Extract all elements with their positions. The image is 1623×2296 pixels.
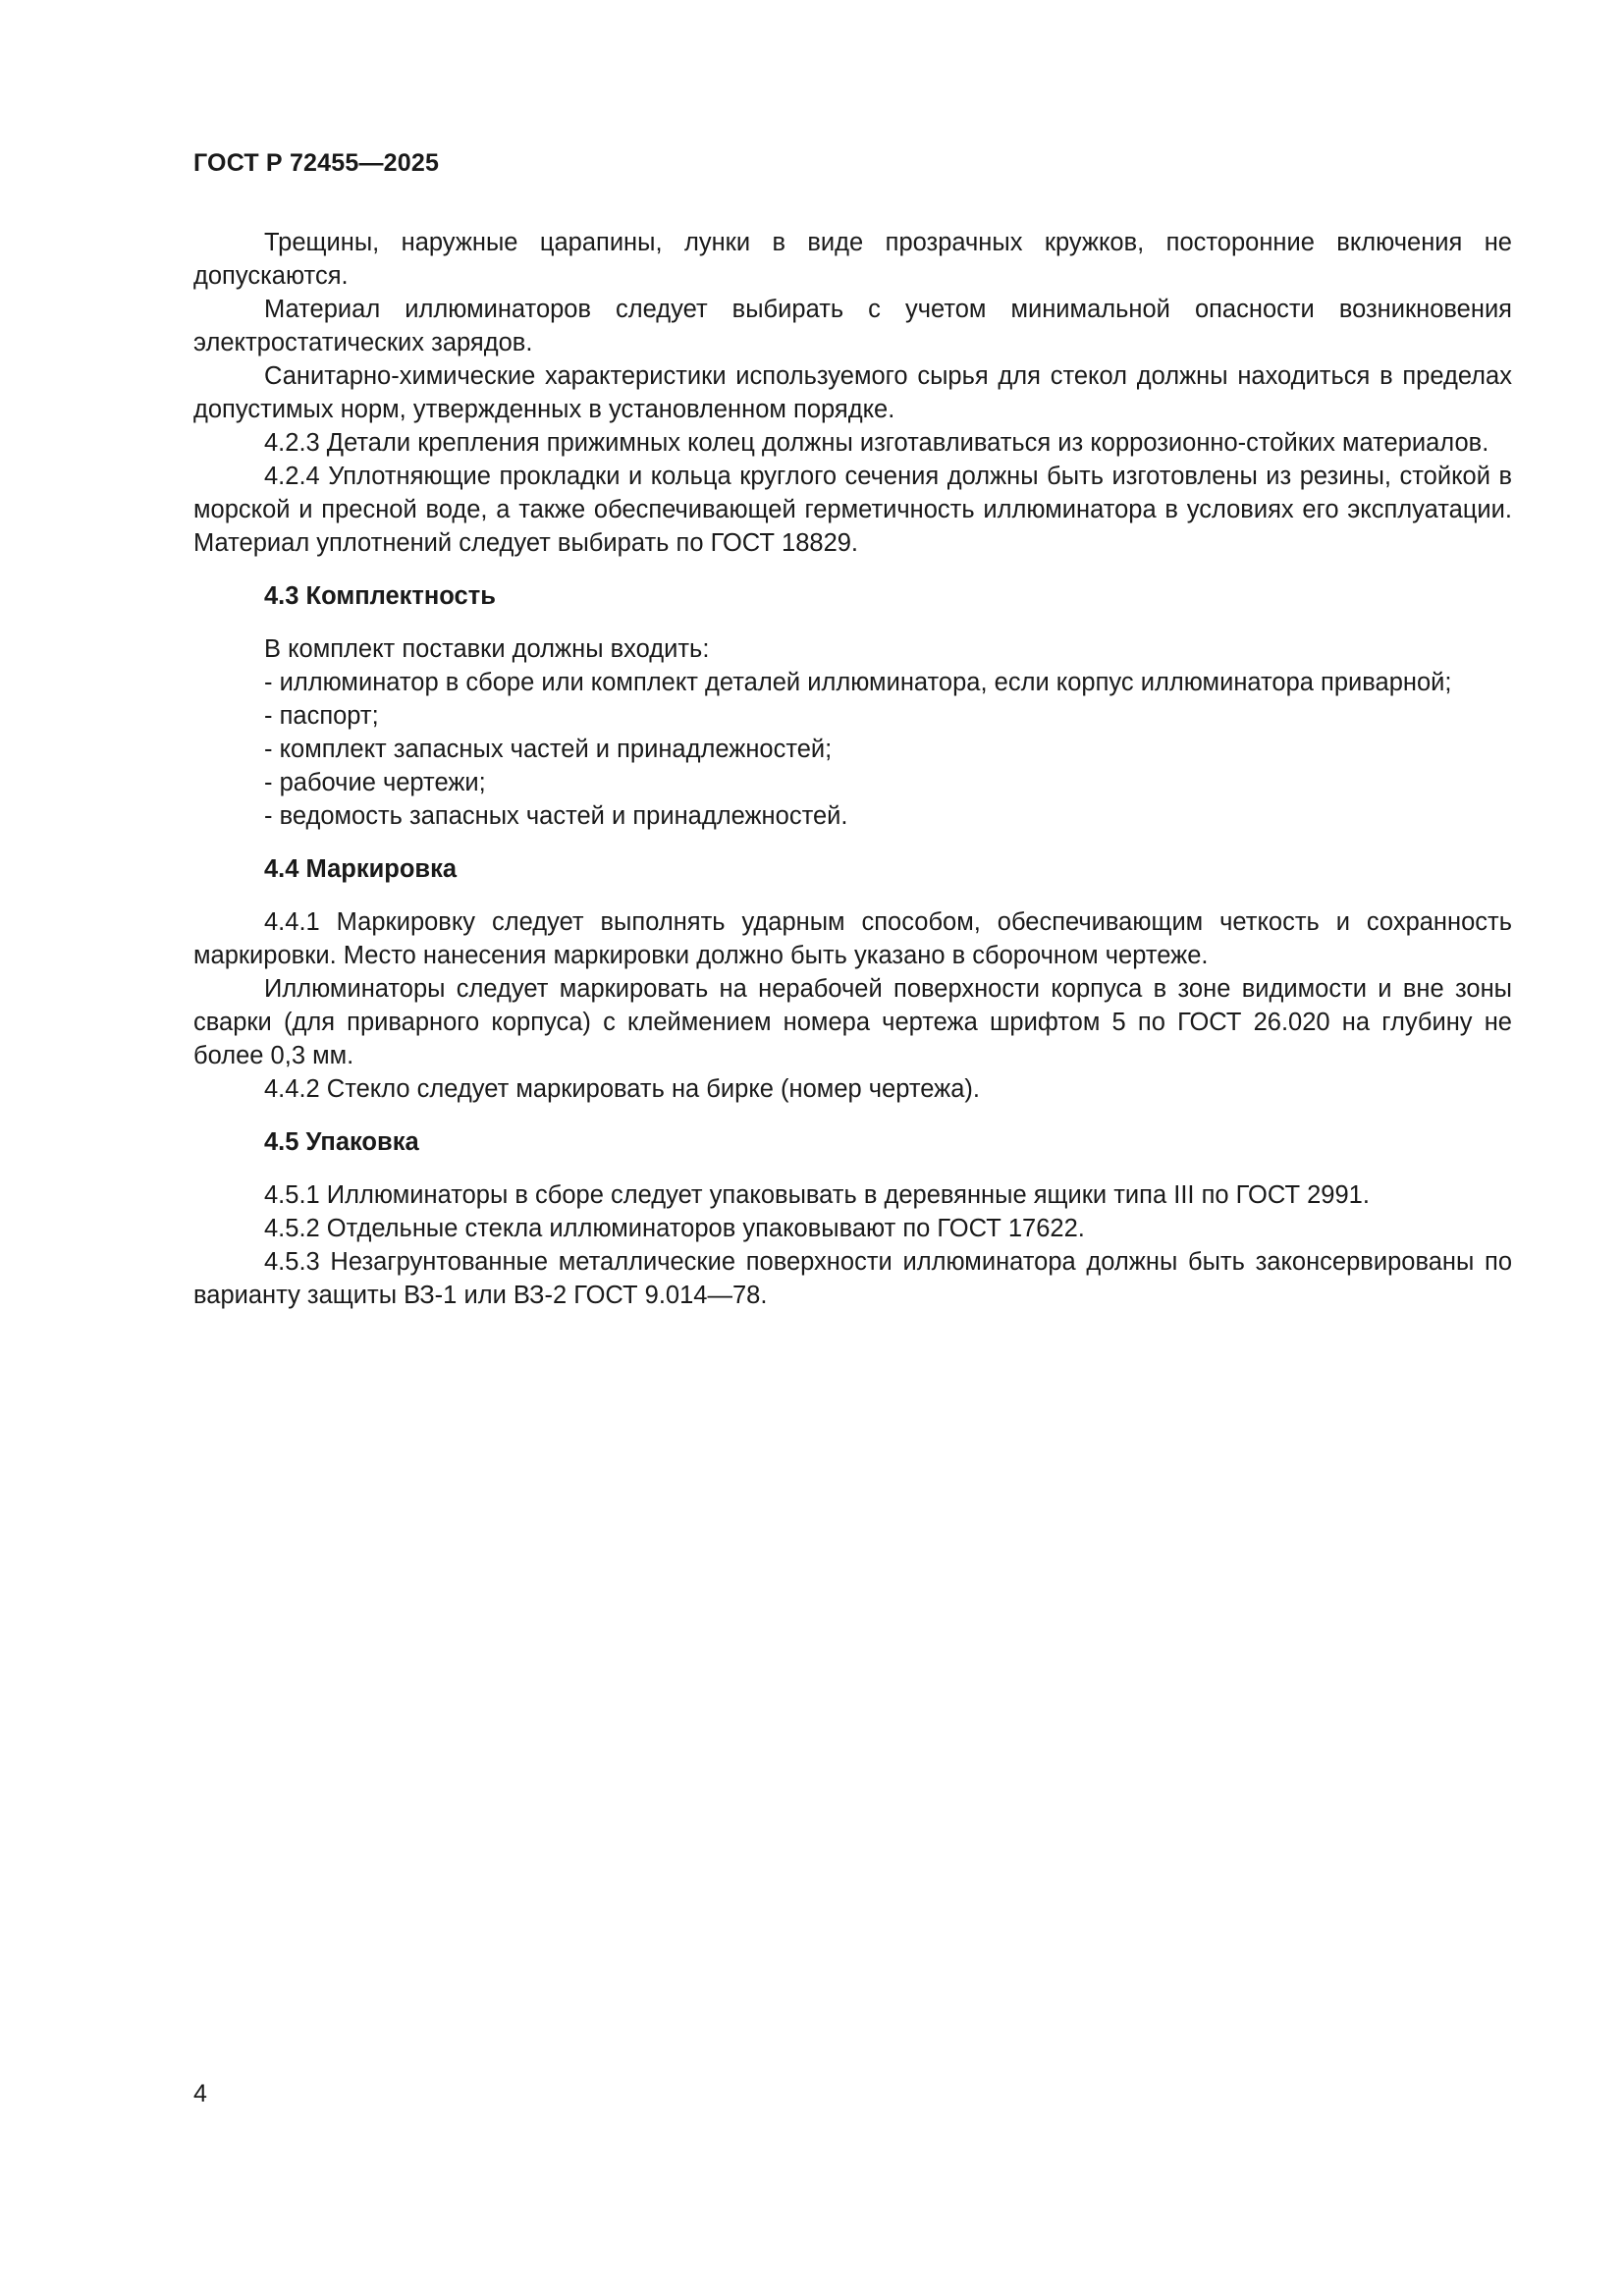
document-header-id: ГОСТ Р 72455—2025 bbox=[193, 149, 440, 177]
section-heading-4-5: 4.5 Упаковка bbox=[264, 1128, 419, 1156]
paragraph-4-2-3: 4.2.3 Детали крепления прижимных колец должны изготавливаться из коррозионно-стойких материалов. bbox=[264, 429, 1489, 457]
page-number: 4 bbox=[193, 2080, 207, 2107]
paragraph-sanitary: Санитарно-химические характеристики используемого сырья для стекол должны находиться в пределах допустимых норм, утвержденных в установленном порядке. bbox=[193, 362, 1512, 423]
list-item-4-3-4: - рабочие чертежи; bbox=[264, 769, 486, 796]
paragraph-4-5-1: 4.5.1 Иллюминаторы в сборе следует упаковывать в деревянные ящики типа III по ГОСТ 2991. bbox=[264, 1181, 1370, 1209]
list-item-4-3-5: - ведомость запасных частей и принадлежностей. bbox=[264, 802, 848, 830]
list-item-4-3-2: - паспорт; bbox=[264, 702, 379, 730]
paragraph-4-4-marking: Иллюминаторы следует маркировать на нерабочей поверхности корпуса в зоне видимости и вне зоны сварки (для приварного корпуса) с клеймением номера чертежа шрифтом 5 по ГОСТ 26.020 на глубину не более 0,3 мм. bbox=[193, 975, 1512, 1069]
paragraph-4-5-2: 4.5.2 Отдельные стекла иллюминаторов упаковывают по ГОСТ 17622. bbox=[264, 1215, 1085, 1242]
paragraph-4-5-3: 4.5.3 Незагрунтованные металлические поверхности иллюминатора должны быть законсервированы по варианту защиты ВЗ-1 или ВЗ-2 ГОСТ 9.014—78. bbox=[193, 1248, 1512, 1309]
list-item-4-3-3: - комплект запасных частей и принадлежностей; bbox=[264, 736, 833, 763]
section-heading-4-4: 4.4 Маркировка bbox=[264, 855, 458, 883]
paragraph-4-4-1: 4.4.1 Маркировку следует выполнять ударным способом, обеспечивающим четкость и сохранность маркировки. Место нанесения маркировки должно быть указано в сборочном чертеже. bbox=[193, 908, 1512, 969]
paragraph-defects: Трещины, наружные царапины, лунки в виде прозрачных кружков, посторонние включения не допускаются. bbox=[193, 229, 1512, 290]
list-item-4-3-1: - иллюминатор в сборе или комплект деталей иллюминатора, если корпус иллюминатора приварной; bbox=[264, 669, 1452, 696]
paragraph-4-3-intro: В комплект поставки должны входить: bbox=[264, 635, 710, 663]
document-body bbox=[193, 226, 1512, 1312]
paragraph-material: Материал иллюминаторов следует выбирать с учетом минимальной опасности возникновения электростатических зарядов. bbox=[193, 296, 1512, 356]
paragraph-4-4-2: 4.4.2 Стекло следует маркировать на бирке (номер чертежа). bbox=[264, 1075, 980, 1103]
paragraph-4-2-4: 4.2.4 Уплотняющие прокладки и кольца круглого сечения должны быть изготовлены из резины, стойкой в морской и пресной воде, а также обеспечивающей герметичность иллюминатора в условиях его эксплуатации. Материал уплотнений следует выбирать по ГОСТ 18829. bbox=[193, 463, 1512, 557]
section-heading-4-3: 4.3 Комплектность bbox=[264, 582, 496, 610]
